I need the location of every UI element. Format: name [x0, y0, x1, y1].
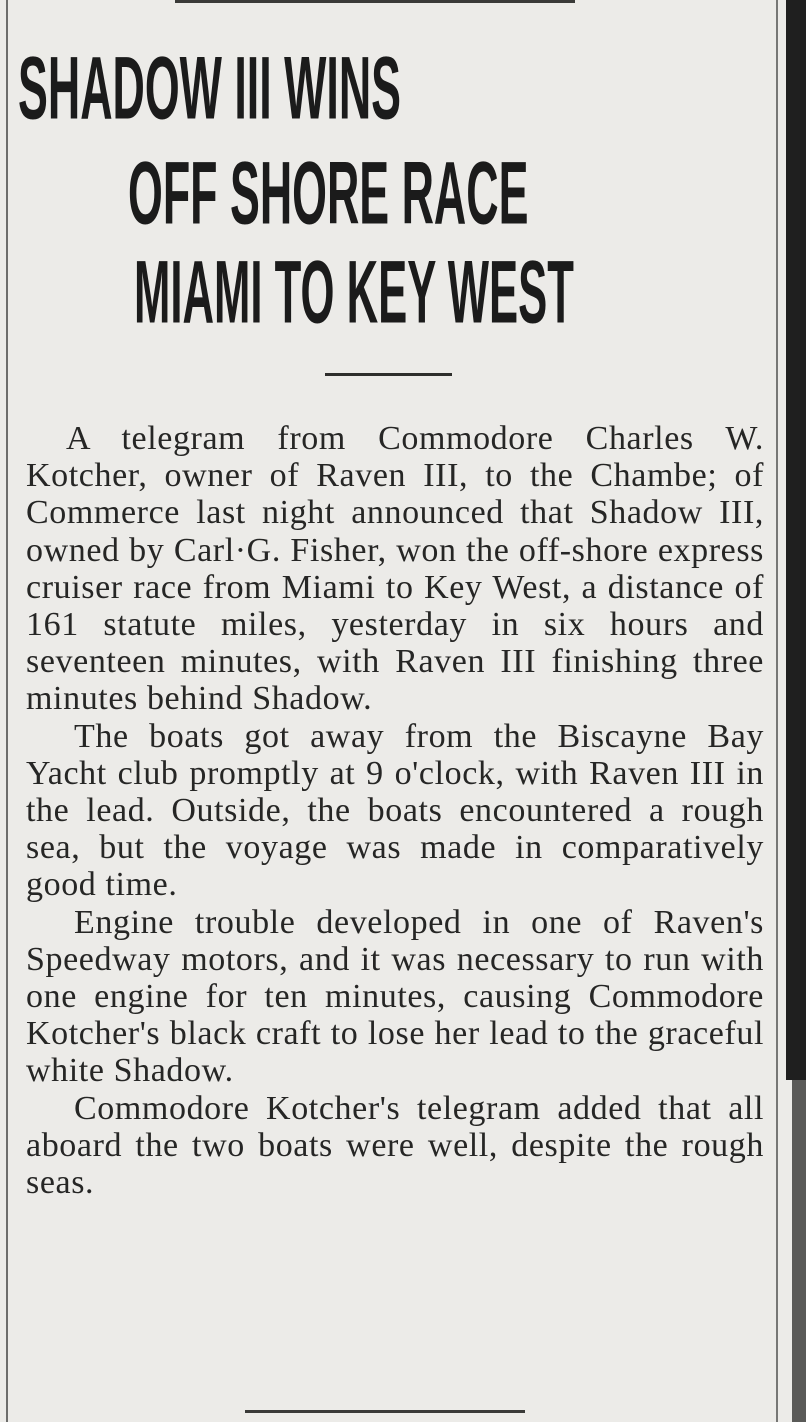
- headline-line-2: OFF SHORE RACE: [128, 143, 529, 243]
- page-gutter-lower: [792, 1080, 806, 1422]
- article-body: [26, 420, 764, 1201]
- headline-divider: [325, 373, 452, 376]
- column-rule-left: [6, 0, 8, 1422]
- column-rule-right: [776, 0, 778, 1422]
- article-paragraph-3: Engine trouble developed in one of Raven's Speedway motors, and it was necessary to run with one engine for ten minutes, causing Commodore Kotcher's black craft to lose her lead to the graceful white Shadow.: [26, 903, 764, 1090]
- article-paragraph-1: A telegram from Commodore Charles W. Kotcher, owner of Raven III, to the Chambe; of Commerce last night announced that Shadow III, owned by Carl·G. Fisher, won the off-shore express cruiser race from Miami to Key West, a distance of 161 statute miles, yesterday in six hours and seventeen minutes, with Raven III finishing three minutes behind Shadow.: [26, 420, 764, 718]
- bottom-rule: [245, 1410, 525, 1413]
- headline-line-1: SHADOW III WINS: [18, 38, 402, 138]
- article-paragraph-2: The boats got away from the Biscayne Bay Yacht club promptly at 9 o'clock, with Raven III in the lead. Outside, the boats encountered a rough sea, but the voyage was made in comparatively good time.: [26, 717, 764, 904]
- headline-line-3: MIAMI TO KEY WEST: [134, 242, 574, 342]
- article-paragraph-4: Commodore Kotcher's telegram added that all aboard the two boats were well, despite the rough seas.: [26, 1089, 764, 1202]
- top-rule: [175, 0, 575, 3]
- page-gutter: [786, 0, 806, 1080]
